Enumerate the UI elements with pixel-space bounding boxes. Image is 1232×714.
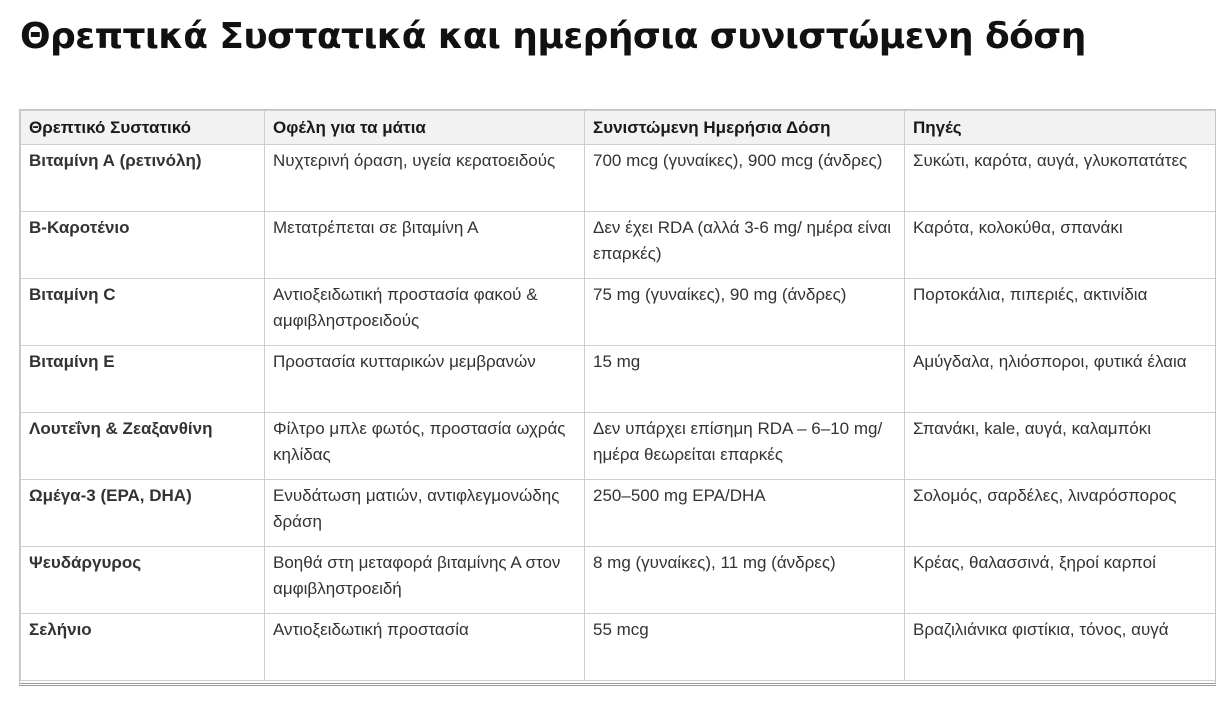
sources-cell: Καρότα, κολοκύθα, σπανάκι <box>905 212 1217 279</box>
benefits-cell: Νυχτερινή όραση, υγεία κερατοειδούς <box>265 145 585 212</box>
table-row <box>21 346 1217 413</box>
dose-cell: Δεν έχει RDA (αλλά 3-6 mg/ ημέρα είναι επαρκές) <box>585 212 905 279</box>
header-row <box>21 111 1217 145</box>
sources-cell: Πορτοκάλια, πιπεριές, ακτινίδια <box>905 279 1217 346</box>
dose-cell: 700 mcg (γυναίκες), 900 mcg (άνδρες) <box>585 145 905 212</box>
benefits-cell: Βοηθά στη μεταφορά βιταμίνης Α στον αμφιβληστροειδή <box>265 547 585 614</box>
table-row <box>21 547 1217 614</box>
nutrient-cell: Ψευδάργυρος <box>21 547 265 614</box>
header-sources: Πηγές <box>905 111 1217 145</box>
table-body <box>21 145 1217 681</box>
table-row <box>21 145 1217 212</box>
dose-cell: Δεν υπάρχει επίσημη RDA – 6–10 mg/ημέρα θεωρείται επαρκές <box>585 413 905 480</box>
header-dose: Συνιστώμενη Ημερήσια Δόση <box>585 111 905 145</box>
sources-cell: Κρέας, θαλασσινά, ξηροί καρποί <box>905 547 1217 614</box>
sources-cell: Αμύγδαλα, ηλιόσποροι, φυτικά έλαια <box>905 346 1217 413</box>
nutrients-table <box>20 110 1216 681</box>
benefits-cell: Αντιοξειδωτική προστασία φακού & αμφιβληστροειδούς <box>265 279 585 346</box>
table-row <box>21 413 1217 480</box>
header-benefits: Οφέλη για τα μάτια <box>265 111 585 145</box>
nutrient-cell: Βιταμίνη Α (ρετινόλη) <box>21 145 265 212</box>
table-row <box>21 480 1217 547</box>
benefits-cell: Ενυδάτωση ματιών, αντιφλεγμονώδης δράση <box>265 480 585 547</box>
dose-cell: 55 mcg <box>585 614 905 681</box>
sources-cell: Σπανάκι, kale, αυγά, καλαμπόκι <box>905 413 1217 480</box>
nutrient-cell: Βιταμίνη Ε <box>21 346 265 413</box>
nutrient-cell: Ωμέγα-3 (EPA, DHA) <box>21 480 265 547</box>
nutrient-cell: Βιταμίνη C <box>21 279 265 346</box>
nutrient-cell: Σελήνιο <box>21 614 265 681</box>
nutrients-table-container <box>19 109 1216 686</box>
table-row <box>21 614 1217 681</box>
dose-cell: 250–500 mg EPA/DHA <box>585 480 905 547</box>
benefits-cell: Μετατρέπεται σε βιταμίνη Α <box>265 212 585 279</box>
nutrient-cell: Λουτεΐνη & Ζεαξανθίνη <box>21 413 265 480</box>
sources-cell: Σολομός, σαρδέλες, λιναρόσπορος <box>905 480 1217 547</box>
dose-cell: 15 mg <box>585 346 905 413</box>
benefits-cell: Φίλτρο μπλε φωτός, προστασία ωχράς κηλίδας <box>265 413 585 480</box>
nutrient-cell: Β-Καροτένιο <box>21 212 265 279</box>
sources-cell: Βραζιλιάνικα φιστίκια, τόνος, αυγά <box>905 614 1217 681</box>
page-title: Θρεπτικά Συστατικά και ημερήσια συνιστώμενη δόση <box>20 16 1086 57</box>
table-row <box>21 279 1217 346</box>
table-header <box>21 111 1217 145</box>
header-nutrient: Θρεπτικό Συστατικό <box>21 111 265 145</box>
benefits-cell: Προστασία κυτταρικών μεμβρανών <box>265 346 585 413</box>
dose-cell: 75 mg (γυναίκες), 90 mg (άνδρες) <box>585 279 905 346</box>
table-row <box>21 212 1217 279</box>
benefits-cell: Αντιοξειδωτική προστασία <box>265 614 585 681</box>
sources-cell: Συκώτι, καρότα, αυγά, γλυκοπατάτες <box>905 145 1217 212</box>
dose-cell: 8 mg (γυναίκες), 11 mg (άνδρες) <box>585 547 905 614</box>
